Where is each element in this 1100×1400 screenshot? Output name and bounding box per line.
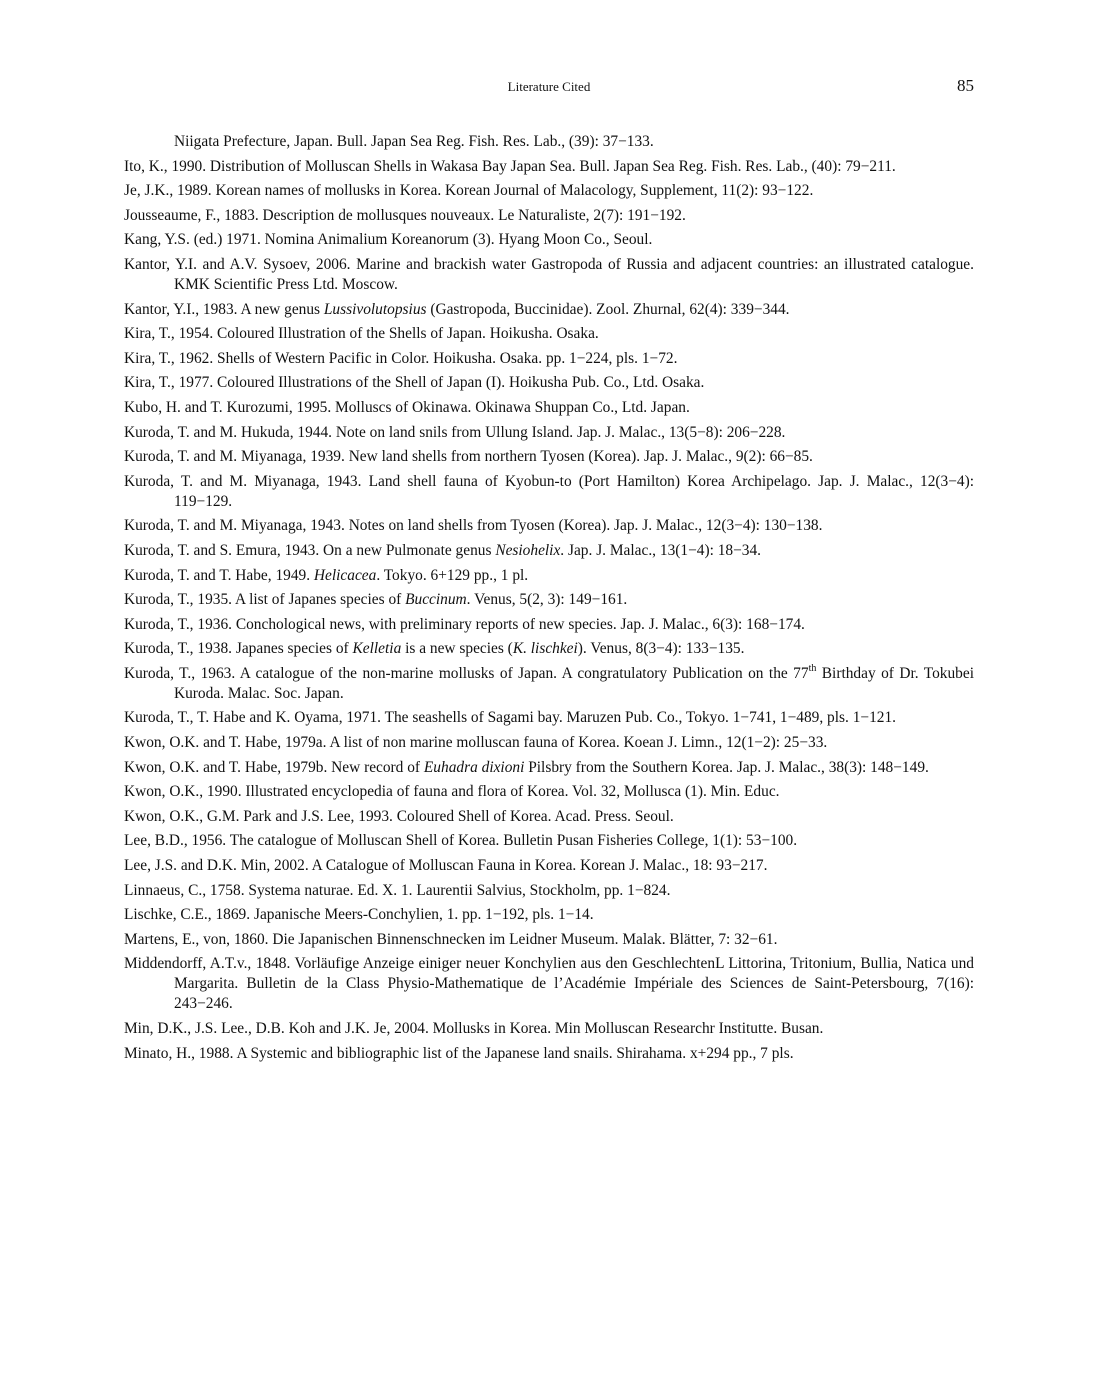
running-head <box>124 76 974 100</box>
reference-text: Linnaeus, C., 1758. Systema naturae. Ed. X. 1. Laurentii Salvius, Stockholm, pp. 1−824. <box>124 881 671 899</box>
reference-text: Kantor, Y.I. and A.V. Sysoev, 2006. Marine and brackish water Gastropoda of Russia and adjacent countries: an illustrated catalogue. KMK Scientific Press Ltd. Moscow. <box>124 255 974 293</box>
reference-text: Kuroda, T., 1963. A catalogue of the non-marine mollusks of Japan. A congratulatory Publication on the 77 <box>124 664 809 682</box>
reference-entry <box>124 782 974 802</box>
reference-continuation <box>124 132 974 152</box>
reference-entry <box>124 664 974 704</box>
reference-entry <box>124 541 974 561</box>
reference-text: Pilsbry from the Southern Korea. Jap. J. Malac., 38(3): 148−149. <box>524 758 929 776</box>
reference-entry <box>124 758 974 778</box>
reference-text: Birthday of Dr. Tokubei Kuroda. Malac. Soc. Japan. <box>174 664 974 702</box>
reference-text: Ito, K., 1990. Distribution of Molluscan Shells in Wakasa Bay Japan Sea. Bull. Japan Sea Reg. Fish. Res. Lab., (40): 79−211. <box>124 157 896 175</box>
reference-entry <box>124 590 974 610</box>
reference-entry <box>124 423 974 443</box>
reference-text: Kwon, O.K. and T. Habe, 1979a. A list of non marine molluscan fauna of Korea. Koean J. Limn., 12(1−2): 25−33. <box>124 734 828 752</box>
reference-entry <box>124 324 974 344</box>
italic-taxon: Nesiohelix <box>495 541 561 559</box>
reference-text: Kuroda, T., 1935. A list of Japanes species of <box>124 591 406 609</box>
italic-taxon: Euhadra dixioni <box>423 758 525 776</box>
reference-text: Min, D.K., J.S. Lee., D.B. Koh and J.K. Je, 2004. Mollusks in Korea. Min Molluscan Researchr Institutte. Busan. <box>124 1020 824 1037</box>
reference-entry <box>124 930 974 950</box>
reference-text: Kang, Y.S. (ed.) 1971. Nomina Animalium Koreanorum (3). Hyang Moon Co., Seoul. <box>124 231 653 249</box>
reference-entry <box>124 373 974 393</box>
reference-text: Je, J.K., 1989. Korean names of mollusks in Korea. Korean Journal of Malacology, Supplement, 11(2): 93−122. <box>124 182 814 200</box>
reference-text: Kuroda, T. and S. Emura, 1943. On a new Pulmonate genus <box>124 541 496 559</box>
reference-text: Kubo, H. and T. Kurozumi, 1995. Molluscs of Okinawa. Okinawa Shuppan Co., Ltd. Japan. <box>124 398 690 416</box>
reference-text: Kuroda, T., T. Habe and K. Oyama, 1971. The seashells of Sagami bay. Maruzen Pub. Co., Tokyo. 1−741, 1−489, pls. 1−121. <box>124 709 897 727</box>
reference-text: . Tokyo. 6+129 pp., 1 pl. <box>376 566 529 584</box>
reference-text: Minato, H., 1988. A Systemic and bibliographic list of the Japanese land snails. Shirahama. x+294 pp., 7 pls. <box>124 1044 794 1062</box>
reference-entry <box>124 905 974 925</box>
reference-text: . Jap. J. Malac., 13(1−4): 18−34. <box>560 541 762 559</box>
italic-taxon: Buccinum <box>405 591 467 609</box>
reference-text: Kira, T., 1954. Coloured Illustration of the Shells of Japan. Hoikusha. Osaka. <box>124 325 599 343</box>
reference-entry <box>124 1019 974 1039</box>
italic-taxon: Kelletia <box>352 640 402 658</box>
reference-text: Kira, T., 1962. Shells of Western Pacific in Color. Hoikusha. Osaka. pp. 1−224, pls. 1−72. <box>124 349 678 367</box>
running-title: Literature Cited <box>507 79 591 94</box>
reference-entry <box>124 157 974 177</box>
reference-entry <box>124 639 974 659</box>
reference-entry <box>124 181 974 201</box>
reference-text: Lischke, C.E., 1869. Japanische Meers-Conchylien, 1. pp. 1−192, pls. 1−14. <box>124 906 594 924</box>
italic-taxon: Lussivolutopsius <box>323 300 427 318</box>
reference-text: Jousseaume, F., 1883. Description de mollusques nouveaux. Le Naturaliste, 2(7): 191−192. <box>124 206 686 224</box>
reference-text: Kwon, O.K. and T. Habe, 1979b. New record of <box>124 758 424 776</box>
reference-text: Middendorff, A.T.v., 1848. Vorläufige Anzeige einiger neuer Konchylien aus den GeschlechtenL Littorina, Tritonium, Bullia, Natica und Margarita. Bulletin de la Class Physio-Mathematique de l’Académie Impériale des Sciences de Saint-Petersbourg, 7(16): 243−246. <box>124 955 974 1013</box>
page-number: 85 <box>957 76 974 95</box>
reference-text: Niigata Prefecture, Japan. Bull. Japan Sea Reg. Fish. Res. Lab., (39): 37−133. <box>174 133 654 150</box>
reference-entry <box>124 1044 974 1064</box>
reference-entry <box>124 566 974 586</box>
reference-text: Kuroda, T. and M. Miyanaga, 1943. Land shell fauna of Kyobun-to (Port Hamilton) Korea Archipelago. Jap. J. Malac., 12(3−4): 119−129. <box>124 472 974 510</box>
reference-list <box>124 132 974 1068</box>
reference-text: Kuroda, T., 1938. Japanes species of <box>124 640 353 658</box>
reference-text: Kuroda, T. and M. Miyanaga, 1943. Notes on land shells from Tyosen (Korea). Jap. J. Malac., 12(3−4): 130−138. <box>124 517 823 535</box>
reference-text: Kwon, O.K., G.M. Park and J.S. Lee, 1993. Coloured Shell of Korea. Acad. Press. Seoul. <box>124 807 674 825</box>
italic-taxon: K. lischkei <box>512 640 578 658</box>
reference-entry <box>124 856 974 876</box>
reference-entry <box>124 733 974 753</box>
reference-text: Kuroda, T. and M. Miyanaga, 1939. New land shells from northern Tyosen (Korea). Jap. J. Malac., 9(2): 66−85. <box>124 448 813 466</box>
reference-entry <box>124 516 974 536</box>
reference-entry <box>124 881 974 901</box>
reference-text: Kuroda, T. and T. Habe, 1949. <box>124 566 314 584</box>
reference-text: Kwon, O.K., 1990. Illustrated encyclopedia of fauna and flora of Korea. Vol. 32, Mollusca (1). Min. Educ. <box>124 783 780 801</box>
reference-text: Kuroda, T., 1936. Conchological news, with preliminary reports of new species. Jap. J. Malac., 6(3): 168−174. <box>124 615 805 633</box>
reference-entry <box>124 349 974 369</box>
superscript: th <box>808 662 817 674</box>
reference-entry <box>124 447 974 467</box>
reference-entry <box>124 831 974 851</box>
italic-taxon: Helicacea <box>313 566 377 584</box>
reference-entry <box>124 398 974 418</box>
reference-text: Kuroda, T. and M. Hukuda, 1944. Note on land snils from Ullung Island. Jap. J. Malac., 13(5−8): 206−228. <box>124 423 786 441</box>
reference-text: is a new species ( <box>401 640 513 658</box>
reference-text: Lee, J.S. and D.K. Min, 2002. A Catalogue of Molluscan Fauna in Korea. Korean J. Malac., 18: 93−217. <box>124 857 768 875</box>
reference-text: ). Venus, 8(3−4): 133−135. <box>577 640 745 658</box>
reference-text: Martens, E., von, 1860. Die Japanischen Binnenschnecken im Leidner Museum. Malak. Blätter, 7: 32−61. <box>124 930 778 948</box>
reference-entry <box>124 807 974 827</box>
reference-text: Lee, B.D., 1956. The catalogue of Molluscan Shell of Korea. Bulletin Pusan Fisheries College, 1(1): 53−100. <box>124 832 798 850</box>
reference-entry <box>124 708 974 728</box>
reference-text: (Gastropoda, Buccinidae). Zool. Zhurnal, 62(4): 339−344. <box>426 300 790 318</box>
reference-text: Kira, T., 1977. Coloured Illustrations of the Shell of Japan (I). Hoikusha Pub. Co., Ltd. Osaka. <box>124 374 705 392</box>
reference-entry <box>124 255 974 295</box>
reference-entry <box>124 954 974 1014</box>
reference-entry <box>124 300 974 320</box>
reference-entry <box>124 230 974 250</box>
reference-entry <box>124 615 974 635</box>
reference-entry <box>124 206 974 226</box>
reference-text: Kantor, Y.I., 1983. A new genus <box>124 300 324 318</box>
reference-entry <box>124 472 974 512</box>
reference-text: . Venus, 5(2, 3): 149−161. <box>466 591 628 609</box>
